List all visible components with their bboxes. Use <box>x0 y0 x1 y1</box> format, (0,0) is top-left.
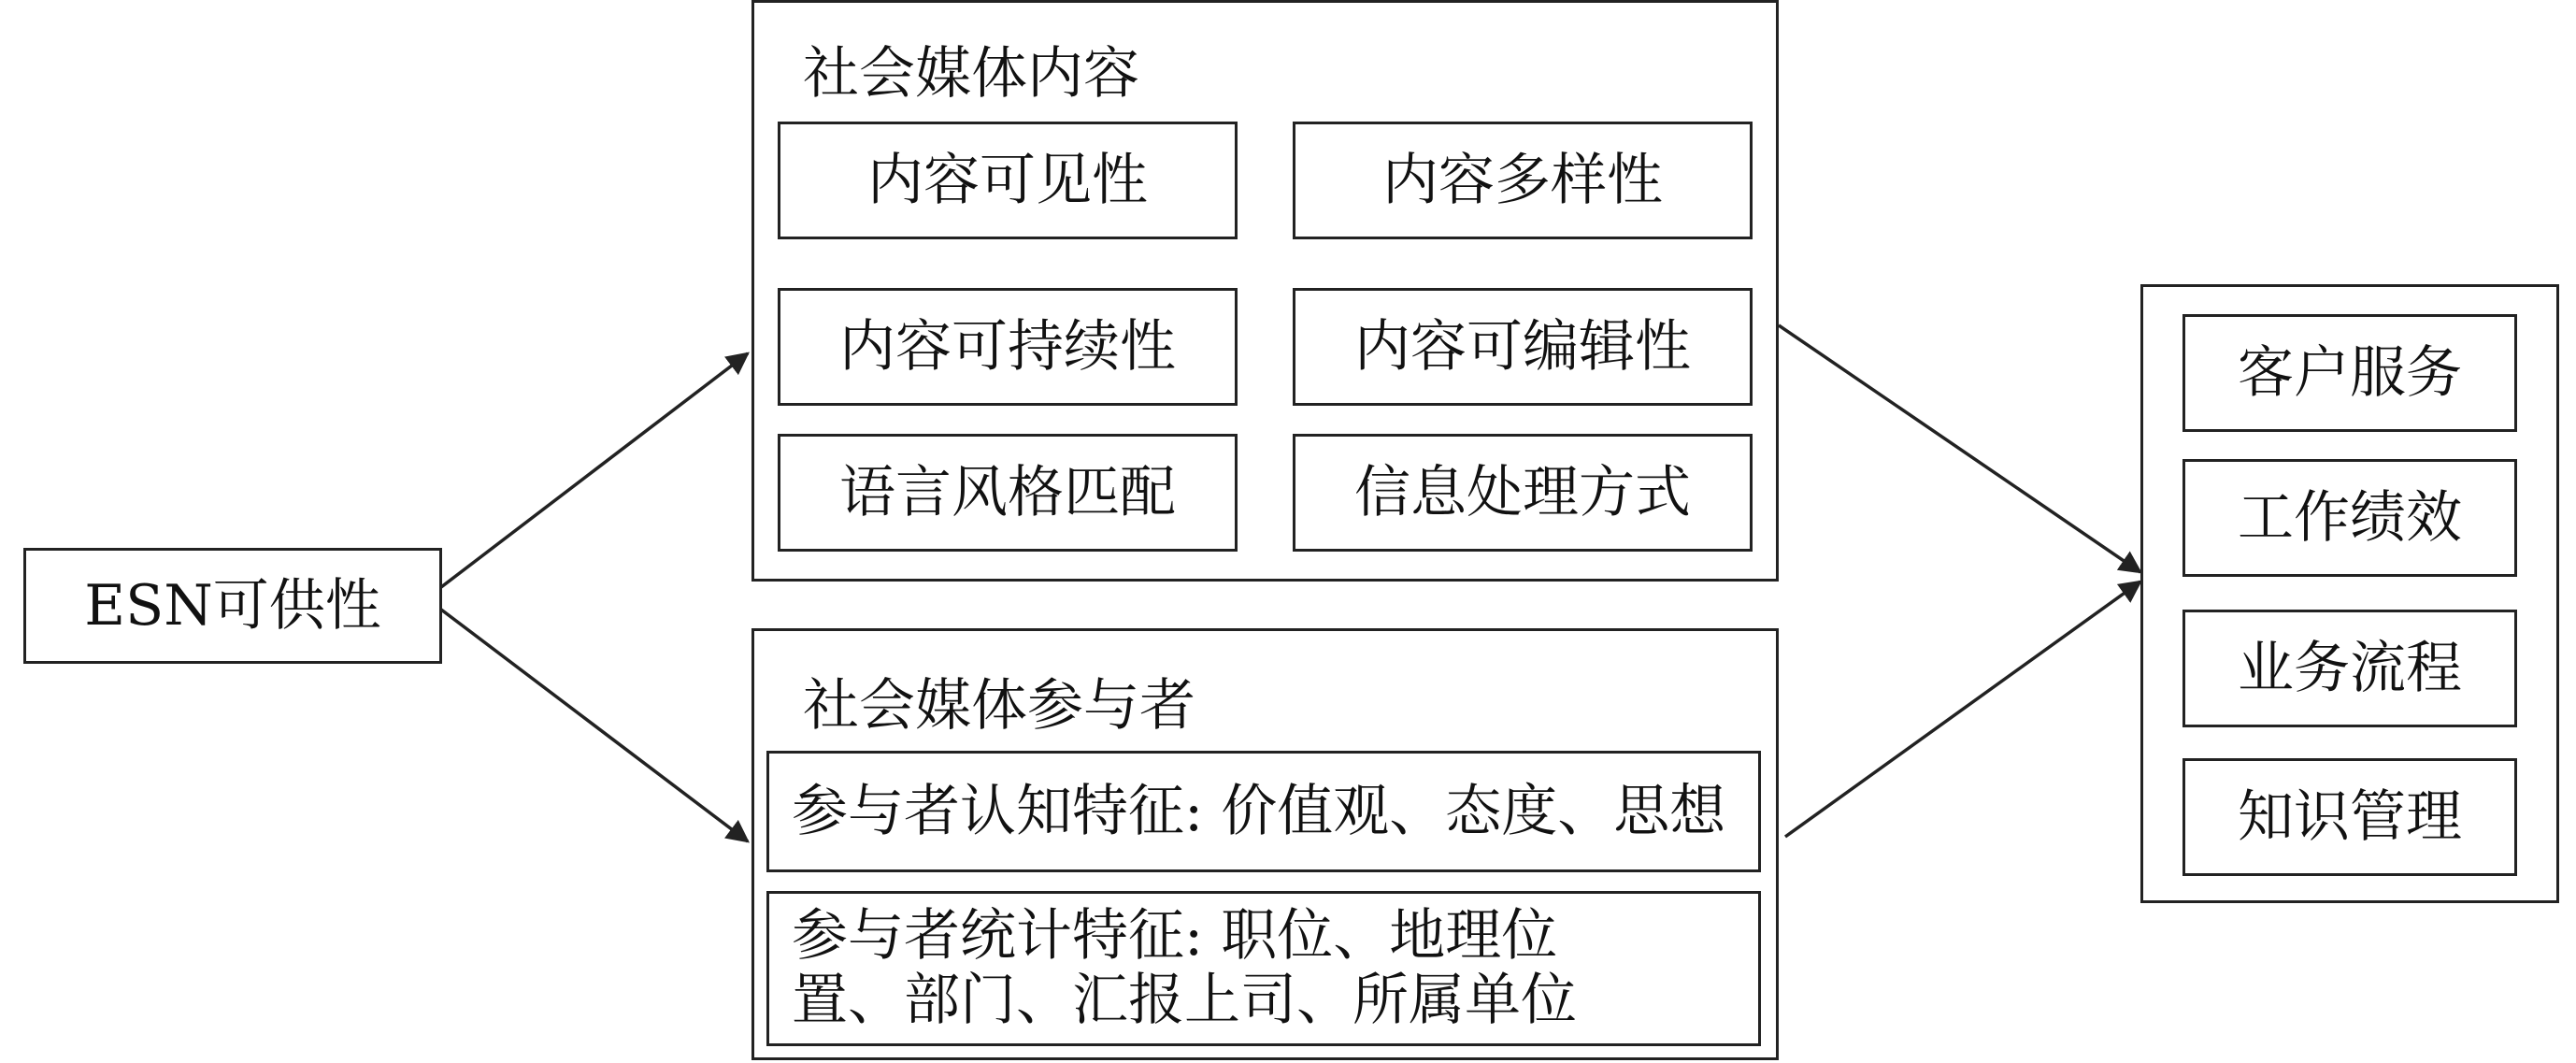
content-item-editability <box>1293 288 1753 406</box>
content-item-label: 内容可持续性 <box>839 313 1176 380</box>
participant-cognitive-box <box>766 751 1761 872</box>
arrow-content-to-outcomes <box>1779 325 2140 572</box>
content-item-label: 信息处理方式 <box>1354 459 1691 525</box>
participant-demographic-label: 参与者统计特征: 职位、地理位置、部门、汇报上司、所属单位 <box>792 903 1577 1033</box>
content-item-language-style <box>778 434 1238 552</box>
content-item-label: 内容可编辑性 <box>1354 313 1691 380</box>
outcome-item-label: 知识管理 <box>2238 783 2462 850</box>
outcome-item-customer-service <box>2182 314 2517 432</box>
participant-group-title: 社会媒体参与者 <box>803 673 1195 739</box>
outcome-item-label: 客户服务 <box>2238 339 2462 406</box>
esn-affordance-box <box>23 548 442 664</box>
outcome-item-business-process <box>2182 610 2517 727</box>
participant-cognitive-label: 参与者认知特征: 价值观、态度、思想 <box>792 778 1726 844</box>
content-item-diversity <box>1293 122 1753 239</box>
content-group-title: 社会媒体内容 <box>803 41 1139 107</box>
esn-affordance-label: ESN可供性 <box>84 572 381 639</box>
outcome-item-knowledge-management <box>2182 758 2517 876</box>
content-item-info-processing <box>1293 434 1753 552</box>
content-item-label: 内容可见性 <box>867 147 1148 213</box>
participant-demographic-box <box>766 891 1761 1046</box>
arrow-participant-to-outcomes <box>1785 582 2140 837</box>
outcome-item-label: 工作绩效 <box>2238 484 2462 551</box>
arrow-esn-to-participant <box>441 610 748 841</box>
outcome-item-label: 业务流程 <box>2238 635 2462 701</box>
outcome-item-work-performance <box>2182 459 2517 577</box>
content-item-label: 语言风格匹配 <box>839 459 1176 525</box>
arrow-esn-to-content <box>441 353 748 587</box>
content-item-visibility <box>778 122 1238 239</box>
content-item-sustainability <box>778 288 1238 406</box>
content-item-label: 内容多样性 <box>1382 147 1663 213</box>
